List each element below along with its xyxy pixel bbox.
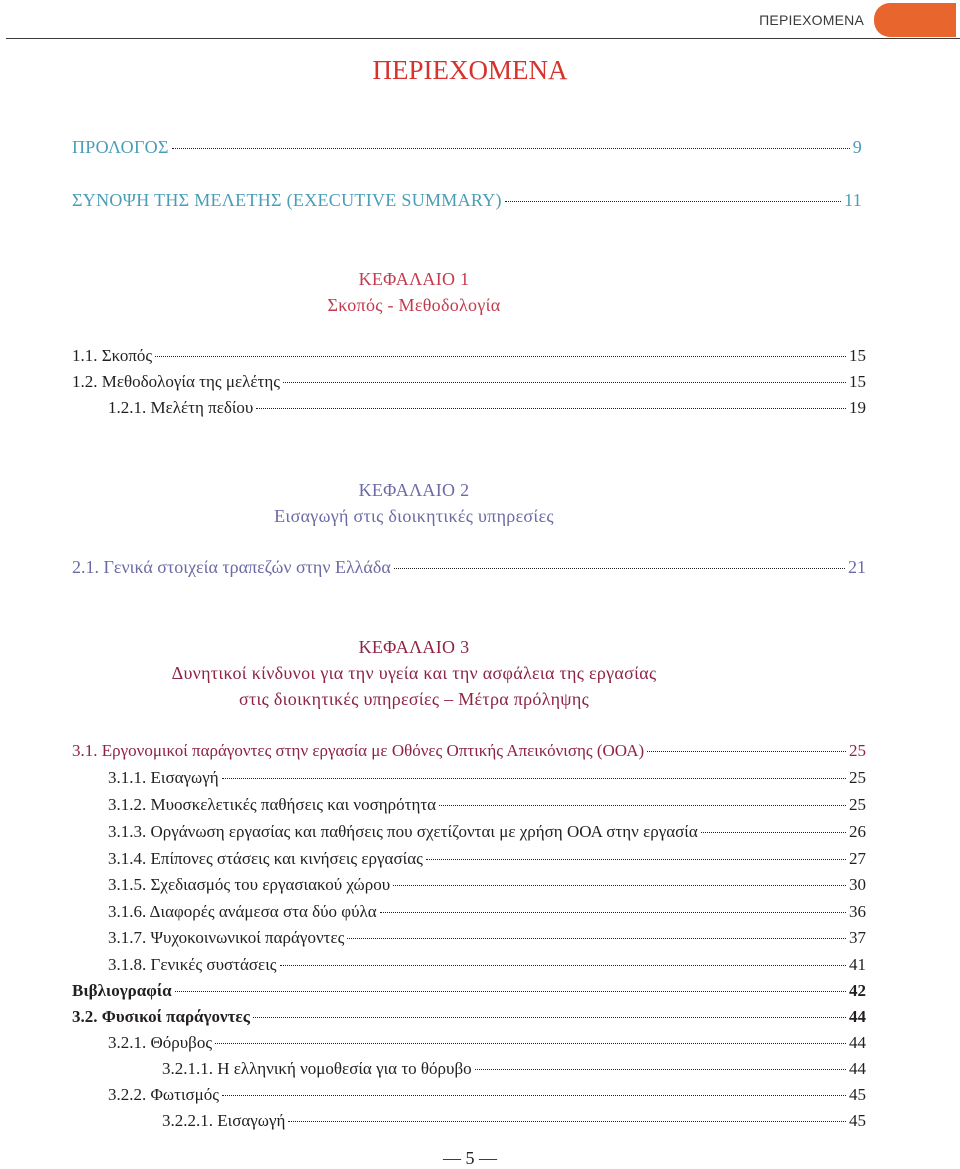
dot-leader — [222, 1095, 846, 1096]
toc-entry-page: 41 — [849, 955, 866, 974]
toc-entry[interactable] — [72, 372, 866, 392]
header-tab-decoration — [874, 3, 956, 37]
toc-entry-label: 3.2.2.1. Εισαγωγή — [162, 1111, 286, 1130]
toc-entry-page: 36 — [849, 902, 866, 921]
toc-entry-label: 3.1.2. Μυοσκελετικές παθήσεις και νοσηρότητα — [108, 795, 437, 814]
toc-entry[interactable] — [162, 1111, 866, 1131]
toc-entry[interactable] — [108, 822, 866, 842]
chapter-2-subtitle: Εισαγωγή στις διοικητικές υπηρεσίες — [274, 506, 554, 526]
dot-leader — [347, 938, 846, 939]
toc-entry-label: 1.1. Σκοπός — [72, 346, 153, 365]
chapter-2-heading — [0, 477, 828, 529]
toc-entry-label: 3.1. Εργονομικοί παράγοντες στην εργασία με Οθόνες Οπτικής Απεικόνισης (ΟΟΑ) — [72, 741, 645, 760]
toc-entry-page: 45 — [849, 1085, 866, 1104]
toc-entry-label: 3.1.4. Επίπονες στάσεις και κινήσεις εργασίας — [108, 849, 423, 868]
dot-leader — [222, 778, 846, 779]
page-title: ΠΕΡΙΕΧΟΜΕΝΑ — [372, 55, 568, 85]
toc-entry-page: 19 — [849, 398, 866, 417]
toc-entry-page: 42 — [849, 981, 866, 1000]
dot-leader — [175, 991, 846, 992]
toc-entry[interactable] — [108, 849, 866, 869]
chapter-2-number: ΚΕΦΑΛΑΙΟ 2 — [358, 480, 470, 500]
toc-entry-page: 21 — [848, 557, 866, 577]
dot-leader — [393, 885, 846, 886]
toc-entry-label: 3.2. Φυσικοί παράγοντες — [72, 1007, 250, 1026]
dot-leader — [701, 832, 846, 833]
dot-leader — [283, 382, 846, 383]
toc-entry-page: 11 — [844, 190, 862, 210]
toc-entry-page: 9 — [852, 137, 862, 157]
chapter-3-subtitle-line2: στις διοικητικές υπηρεσίες – Μέτρα πρόληψης — [238, 689, 590, 709]
toc-entry-label: ΠΡΟΛΟΓΟΣ — [72, 137, 169, 157]
toc-entry-page: 30 — [849, 875, 866, 894]
toc-entry-prologue[interactable] — [72, 137, 862, 158]
toc-entry[interactable] — [108, 955, 866, 975]
toc-entry-page: 44 — [849, 1033, 866, 1052]
page-number: 5 — [465, 1148, 475, 1168]
toc-entry[interactable] — [108, 902, 866, 922]
toc-entry-label: 3.2.2. Φωτισμός — [108, 1085, 220, 1104]
toc-entry-label: ΣΥΝΟΨΗ ΤΗΣ ΜΕΛΕΤΗΣ (EXECUTIVE SUMMARY) — [72, 190, 502, 210]
footer-dash-left: — — [443, 1148, 461, 1168]
dot-leader — [155, 356, 846, 357]
toc-entry-label: 3.2.1. Θόρυβος — [108, 1033, 213, 1052]
toc-entry[interactable] — [72, 981, 866, 1001]
dot-leader — [475, 1069, 846, 1070]
chapter-1-heading — [0, 266, 828, 318]
toc-entry-label: 3.2.1.1. Η ελληνική νομοθεσία για το θόρυβο — [162, 1059, 472, 1078]
toc-entry[interactable] — [108, 1085, 866, 1105]
toc-entry-label: 3.1.7. Ψυχοκοινωνικοί παράγοντες — [108, 928, 345, 947]
chapter-3-heading — [0, 634, 828, 712]
running-header — [6, 0, 960, 39]
toc-entry[interactable] — [72, 741, 866, 761]
toc-entry-label: Βιβλιογραφία — [72, 981, 172, 1000]
dot-leader — [426, 859, 846, 860]
dot-leader — [647, 751, 846, 752]
toc-entry-page: 25 — [849, 768, 866, 787]
toc-entry-label: 3.1.3. Οργάνωση εργασίας και παθήσεις που σχετίζονται με χρήση ΟΟΑ στην εργασία — [108, 822, 698, 841]
dot-leader — [505, 201, 841, 202]
toc-entry-page: 44 — [849, 1059, 866, 1078]
dot-leader — [253, 1017, 846, 1018]
dot-leader — [280, 965, 846, 966]
toc-entry[interactable] — [72, 346, 866, 366]
chapter-3-subtitle-line1: Δυνητικοί κίνδυνοι για την υγεία και την ασφάλεια της εργασίας — [171, 663, 657, 683]
chapter-3-number: ΚΕΦΑΛΑΙΟ 3 — [358, 637, 470, 657]
toc-entry[interactable] — [108, 795, 866, 815]
toc-entry-label: 3.1.5. Σχεδιασμός του εργασιακού χώρου — [108, 875, 391, 894]
dot-leader — [215, 1043, 846, 1044]
toc-entry[interactable] — [162, 1059, 866, 1079]
dot-leader — [288, 1121, 846, 1122]
toc-entry-page: 25 — [849, 741, 866, 760]
toc-entry[interactable] — [108, 1033, 866, 1053]
toc-entry-page: 26 — [849, 822, 866, 841]
dot-leader — [256, 408, 846, 409]
dot-leader — [380, 912, 846, 913]
dot-leader — [439, 805, 846, 806]
toc-entry[interactable] — [108, 768, 866, 788]
toc-entry-label: 1.2.1. Μελέτη πεδίου — [108, 398, 254, 417]
toc-entry-label: 3.1.8. Γενικές συστάσεις — [108, 955, 277, 974]
toc-entry-page: 27 — [849, 849, 866, 868]
toc-entry-label: 3.1.6. Διαφορές ανάμεσα στα δύο φύλα — [108, 902, 377, 921]
toc-entry-label: 1.2. Μεθοδολογία της μελέτης — [72, 372, 280, 391]
toc-entry-page: 15 — [849, 346, 866, 365]
toc-entry-page: 25 — [849, 795, 866, 814]
toc-entry-executive-summary[interactable] — [72, 190, 862, 211]
running-header-title: ΠΕΡΙΕΧΟΜΕΝΑ — [759, 12, 864, 28]
toc-entry[interactable] — [72, 557, 866, 578]
chapter-1-subtitle: Σκοπός - Μεθοδολογία — [327, 295, 501, 315]
toc-entry[interactable] — [108, 398, 866, 418]
toc-entry-page: 44 — [849, 1007, 866, 1026]
toc-entry-label: 2.1. Γενικά στοιχεία τραπεζών στην Ελλάδα — [72, 557, 391, 577]
toc-entry-page: 45 — [849, 1111, 866, 1130]
toc-entry-label: 3.1.1. Εισαγωγή — [108, 768, 219, 787]
dot-leader — [172, 148, 850, 149]
toc-entry-page: 37 — [849, 928, 866, 947]
chapter-1-number: ΚΕΦΑΛΑΙΟ 1 — [358, 269, 470, 289]
toc-entry[interactable] — [108, 875, 866, 895]
toc-entry[interactable] — [108, 928, 866, 948]
toc-entry-page: 15 — [849, 372, 866, 391]
dot-leader — [394, 568, 845, 569]
toc-entry[interactable] — [72, 1007, 866, 1027]
footer-dash-right: — — [479, 1148, 497, 1168]
